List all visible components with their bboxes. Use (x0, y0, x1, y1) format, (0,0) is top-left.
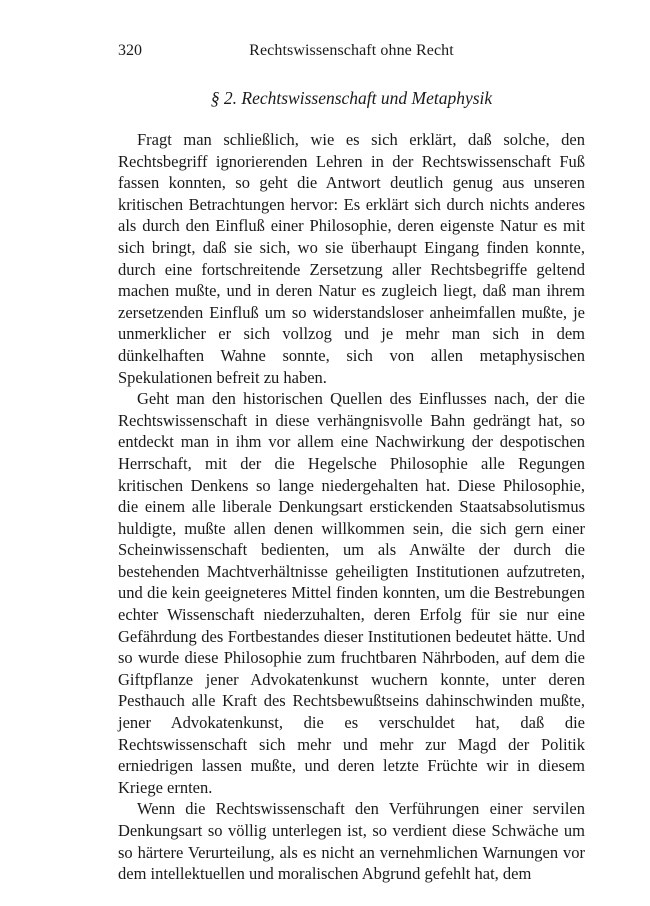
page-header (118, 42, 585, 64)
section-heading: § 2. Rechtswissenschaft und Metaphysik (210, 88, 493, 108)
page-number: 320 (118, 42, 142, 59)
running-head: Rechtswissenschaft ohne Recht (249, 42, 454, 59)
body-text (118, 129, 585, 885)
paragraph: Wenn die Rechtswissenschaft den Verführungen einer servilen Denkungsart so völlig unterlegen ist, so verdient diese Schwäche um so härtere Verurteilung, als es nicht an vernehmlichen Warnungen vor dem intellektuellen und moralischen Abgrund gefehlt hat, dem (118, 799, 585, 884)
paragraph: Geht man den historischen Quellen des Einflusses nach, der die Rechtswissenschaft in diese verhängnisvolle Bahn gedrängt hat, so entdeckt man in ihm vor allem eine Nachwirkung der despotischen Herrschaft, mit der die Hegelsche Philosophie alle Regungen kritischen Denkens so lange niedergehalten hat. Diese Philosophie, die einem alle liberale Denkungsart erstickenden Staatsabsolutismus huldigte, mußte allen denen willkommen sein, die sich gern einer Scheinwissenschaft bedienten, um als Anwälte der durch die bestehenden Machtverhältnisse geheiligten Institutionen aufzutreten, und die kein geeigneteres Mittel finden konnten, um die Bestrebungen echter Wissenschaft niederzuhalten, deren Erfolg für sie nur eine Gefährdung des Fortbestandes dieser Institutionen bedeutet hätte. Und so wurde diese Philosophie zum fruchtbaren Nährboden, auf dem die Giftpflanze jener Advokatenkunst wuchern konnte, unter deren Pesthauch alle Kraft des Rechtsbewußtseins dahinschwinden mußte, jener Advokatenkunst, die es verschuldet hat, daß die Rechtswissenschaft sich mehr und mehr zur Magd der Politik erniedrigen lassen mußte, und deren letzte Früchte wir in diesem Kriege ernten. (118, 389, 585, 797)
paragraph: Fragt man schließlich, wie es sich erklärt, daß solche, den Rechtsbegriff ignorierenden Lehren in der Rechtswissenschaft Fuß fassen konnten, so geht die Antwort deutlich genug aus unseren kritischen Betrachtungen hervor: Es erklärt sich durch nichts anderes als durch den Einfluß einer Philosophie, deren eigenste Natur es mit sich bringt, daß sie sich, wo sie überhaupt Eingang finden konnte, durch eine fortschreitende Zersetzung aller Rechtsbegriffe geltend machen mußte, und in deren Natur es zugleich liegt, daß man ihrem zersetzenden Einfluß um so widerstandsloser anheimfallen mußte, je unmerklicher er sich vollzog und je mehr man sich in dem dünkelhaften Wahne sonnte, sich von allen metaphysischen Spekulationen befreit zu haben. (118, 130, 585, 387)
